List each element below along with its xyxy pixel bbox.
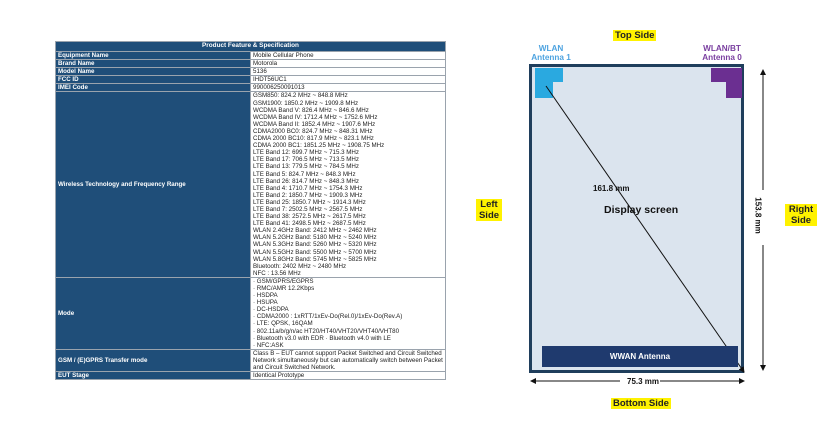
list-item: · 802.11a/b/g/n/ac HT20/HT40/VHT20/VHT40/VHT80 bbox=[253, 327, 400, 335]
row-value: Motorola bbox=[251, 60, 446, 68]
list-item: NFC : 13.56 MHz bbox=[253, 269, 301, 277]
row-label: Mode bbox=[56, 277, 251, 349]
list-item: LTE Band 25: 1850.7 MHz ~ 1914.3 MHz bbox=[253, 198, 366, 206]
list-item: CDMA 2000 BC1: 1851.25 MHz ~ 1908.75 MHz bbox=[253, 142, 385, 150]
list-item: LTE Band 5: 824.7 MHz ~ 848.3 MHz bbox=[253, 170, 356, 178]
list-item: · LTE: QPSK, 16QAM bbox=[253, 320, 313, 328]
bottom-side-label: Bottom Side bbox=[613, 398, 669, 409]
table-title: Product Feature & Specification bbox=[56, 42, 446, 52]
list-item: WCDMA Band II: 1852.4 MHz ~ 1907.6 MHz bbox=[253, 120, 376, 128]
left-side-label: Left Side bbox=[476, 199, 502, 221]
top-side-label: Top Side bbox=[615, 30, 655, 41]
list-item: · Bluetooth v3.0 with EDR · Bluetooth v4.0 with LE bbox=[253, 334, 391, 342]
list-item: LTE Band 4: 1710.7 MHz ~ 1754.3 MHz bbox=[253, 184, 363, 192]
row-label: Model Name bbox=[56, 68, 251, 76]
row-label: Equipment Name bbox=[56, 52, 251, 60]
list-item: · NFC:ASK bbox=[253, 341, 284, 349]
row-label: GSM / (E)GPRS Transfer mode bbox=[56, 349, 251, 371]
diagonal-arrow bbox=[546, 86, 744, 372]
diagonal-dimension: 161.8 mm bbox=[593, 184, 630, 193]
list-item: LTE Band 41: 2498.5 MHz ~ 2687.5 MHz bbox=[253, 220, 366, 228]
list-item: LTE Band 17: 706.5 MHz ~ 713.5 MHz bbox=[253, 156, 359, 164]
right-side-label: Right Side bbox=[785, 204, 817, 226]
list-item: · GSM/GPRS/EGPRS bbox=[253, 277, 314, 285]
display-screen-label: Display screen bbox=[604, 204, 679, 216]
list-item: LTE Band 2: 1850.7 MHz ~ 1909.3 MHz bbox=[253, 191, 363, 199]
list-item: · RMC/AMR 12.2Kbps bbox=[253, 285, 315, 292]
list-item: WLAN 5.5GHz Band: 5500 MHz ~ 5700 MHz bbox=[253, 248, 377, 256]
width-dimension: 75.3 mm bbox=[627, 377, 660, 386]
row-label: Brand Name bbox=[56, 60, 251, 68]
list-item: WLAN 5.3GHz Band: 5260 MHz ~ 5320 MHz bbox=[253, 241, 377, 249]
list-item: CDMA2000 BC0: 824.7 MHz ~ 848.31 MHz bbox=[253, 127, 373, 135]
wwan-antenna-marker: WWAN Antenna bbox=[542, 346, 738, 367]
row-value: Mobile Cellular Phone bbox=[251, 52, 446, 60]
list-item: WLAN 2.4GHz Band: 2412 MHz ~ 2462 MHz bbox=[253, 227, 377, 235]
list-item: · DC-HSDPA bbox=[253, 306, 289, 314]
row-value: 990006250091013 bbox=[251, 84, 446, 92]
list-item: WCDMA Band IV: 1712.4 MHz ~ 1752.6 MHz bbox=[253, 113, 378, 121]
row-value: 5136 bbox=[251, 68, 446, 76]
list-item: GSM850: 824.2 MHz ~ 848.8 MHz bbox=[253, 92, 348, 100]
list-item: Bluetooth: 2402 MHz ~ 2480 MHz bbox=[253, 262, 347, 270]
row-label: Wireless Technology and Frequency Range bbox=[56, 92, 251, 277]
row-value: Class B – EUT cannot support Packet Switched and Circuit Switched Network simultaneously but can automatically switch between Packet and Circuit Switched Network. bbox=[251, 349, 446, 371]
row-label: EUT Stage bbox=[56, 372, 251, 380]
list-item: WCDMA Band V: 826.4 MHz ~ 846.6 MHz bbox=[253, 106, 369, 114]
list-item: · HSUPA bbox=[253, 299, 278, 307]
row-label: IMEI Code bbox=[56, 84, 251, 92]
list-item: GSM1900: 1850.2 MHz ~ 1909.8 MHz bbox=[253, 99, 359, 107]
row-value: Identical Prototype bbox=[251, 372, 446, 380]
wlan-antenna1-label: WLAN Antenna 1 bbox=[531, 44, 571, 62]
list-item: · CDMA2000 : 1xRTT/1xEv-Do(Rel.0)/1xEv-Do(Rev.A) bbox=[253, 313, 403, 321]
list-item: LTE Band 38: 2572.5 MHz ~ 2617.5 MHz bbox=[253, 213, 366, 221]
row-value: IHDT56UC1 bbox=[251, 76, 446, 84]
list-item: WLAN 5.2GHz Band: 5180 MHz ~ 5240 MHz bbox=[253, 234, 377, 242]
list-item: LTE Band 12: 699.7 MHz ~ 715.3 MHz bbox=[253, 149, 359, 157]
height-dimension: 153.8 mm bbox=[753, 197, 763, 234]
list-item: WLAN 5.8GHz Band: 5745 MHz ~ 5825 MHz bbox=[253, 255, 377, 263]
list-item: · HSDPA bbox=[253, 292, 278, 300]
list-item: CDMA 2000 BC10: 817.9 MHz ~ 823.1 MHz bbox=[253, 135, 374, 143]
list-item: LTE Band 13: 779.5 MHz ~ 784.5 MHz bbox=[253, 163, 359, 171]
row-label: FCC ID bbox=[56, 76, 251, 84]
list-item: LTE Band 7: 2502.5 MHz ~ 2567.5 MHz bbox=[253, 205, 363, 213]
list-item: LTE Band 26: 814.7 MHz ~ 848.3 MHz bbox=[253, 177, 359, 185]
wlan-bt-antenna0-label: WLAN/BT Antenna 0 bbox=[702, 44, 742, 62]
